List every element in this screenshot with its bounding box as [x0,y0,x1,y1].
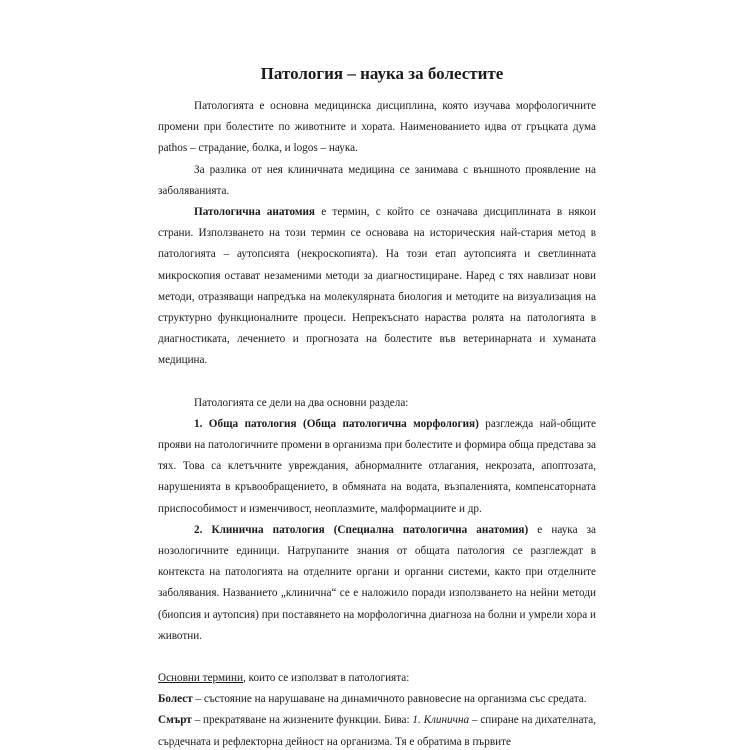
terms-heading-line [158,668,596,689]
term-clinical-death: 1. Клинична [412,714,470,727]
term-death: Смърт [158,714,192,727]
definition-death [158,710,596,750]
terms-heading: Основни термини [158,672,243,685]
page-title: Патология – наука за болестите [260,64,504,83]
paragraph-general-pathology [158,414,596,520]
term-clinical-pathology: 2. Клинична патология (Специална патологична анатомия) [194,523,529,536]
term-disease: Болест [158,693,193,706]
paragraph-general-pathology-text: разглежда най-общите прояви на патологичните промени в организма при болестите и формира обща представа за тях. Това са клетъчните увреждания, абнормалните отлагания, некрозата, апоптозата, нарушенията в кръвообращението, в обмяната на водата, възпаленията, компенсаторната приспособимост и изменчивост, неоплазмите, малформациите и др. [158,417,597,515]
definition-disease [158,689,596,710]
paragraph-intro: Патологията е основна медицинска дисциплина, която изучава морфологичните промени при болестите по животните и хората. Наименованието идва от гръцката дума pathos – страдание, болка, и logos – наука. [158,100,596,155]
terms-heading-rest: , които се използват в патологията: [243,672,410,685]
paragraph-sections-intro: Патологията се дели на два основни раздела: [194,396,409,409]
paragraph-clinical-medicine: За разлика от нея клиничната медицина се занимава с външното проявление на заболяванията. [158,163,596,197]
paragraph-clinical-pathology [158,520,596,647]
definition-death-text: – прекратяване на жизнените функции. Бива: [191,714,413,727]
document-body [158,96,596,750]
paragraph-pathological-anatomy [158,202,596,372]
paragraph-clinical-pathology-text: е наука за нозологичните единици. Натрупаните знания от общата патология се разглеждат в контекста на патологията на отделните органи и органни системи, както при отделните заболявания. Названието „клинична“ се е наложило поради използването на нейни методи (биопсия и аутопсия) при поставянето на морфологична диагноза на болни и умрели хора и животни. [158,523,597,642]
definition-disease-text: – състояние на нарушаване на динамичното равновесие на организма със средата. [192,693,587,706]
term-general-pathology: 1. Обща патология (Обща патологична морфология) [194,417,479,430]
definition-death-text-cont: – спиране на дихателната, сърдечната и рефлекторна дейност на организма. Тя е обратима в първите [158,714,596,748]
term-pathological-anatomy: Патологична анатомия [194,206,315,219]
paragraph-pathological-anatomy-text: е термин, с който се означава дисциплината в някои страни. Използването на този термин се основава на историческия най-стария метод в патологията – аутопсията (некроскопията). На този етап аутопсията и светлинната микроскопия остават незаменими методи за диагностициране. Наред с тях навлизат нови методи, отразяващи напредъка на молекулярната биология и методите на визуализация на структурно функционалните процеси. Непрекъснато нараства ролята на патологията в диагностиката, лечението и прогнозата на болестите във ветеринарната и хуманата медицина. [158,206,596,367]
